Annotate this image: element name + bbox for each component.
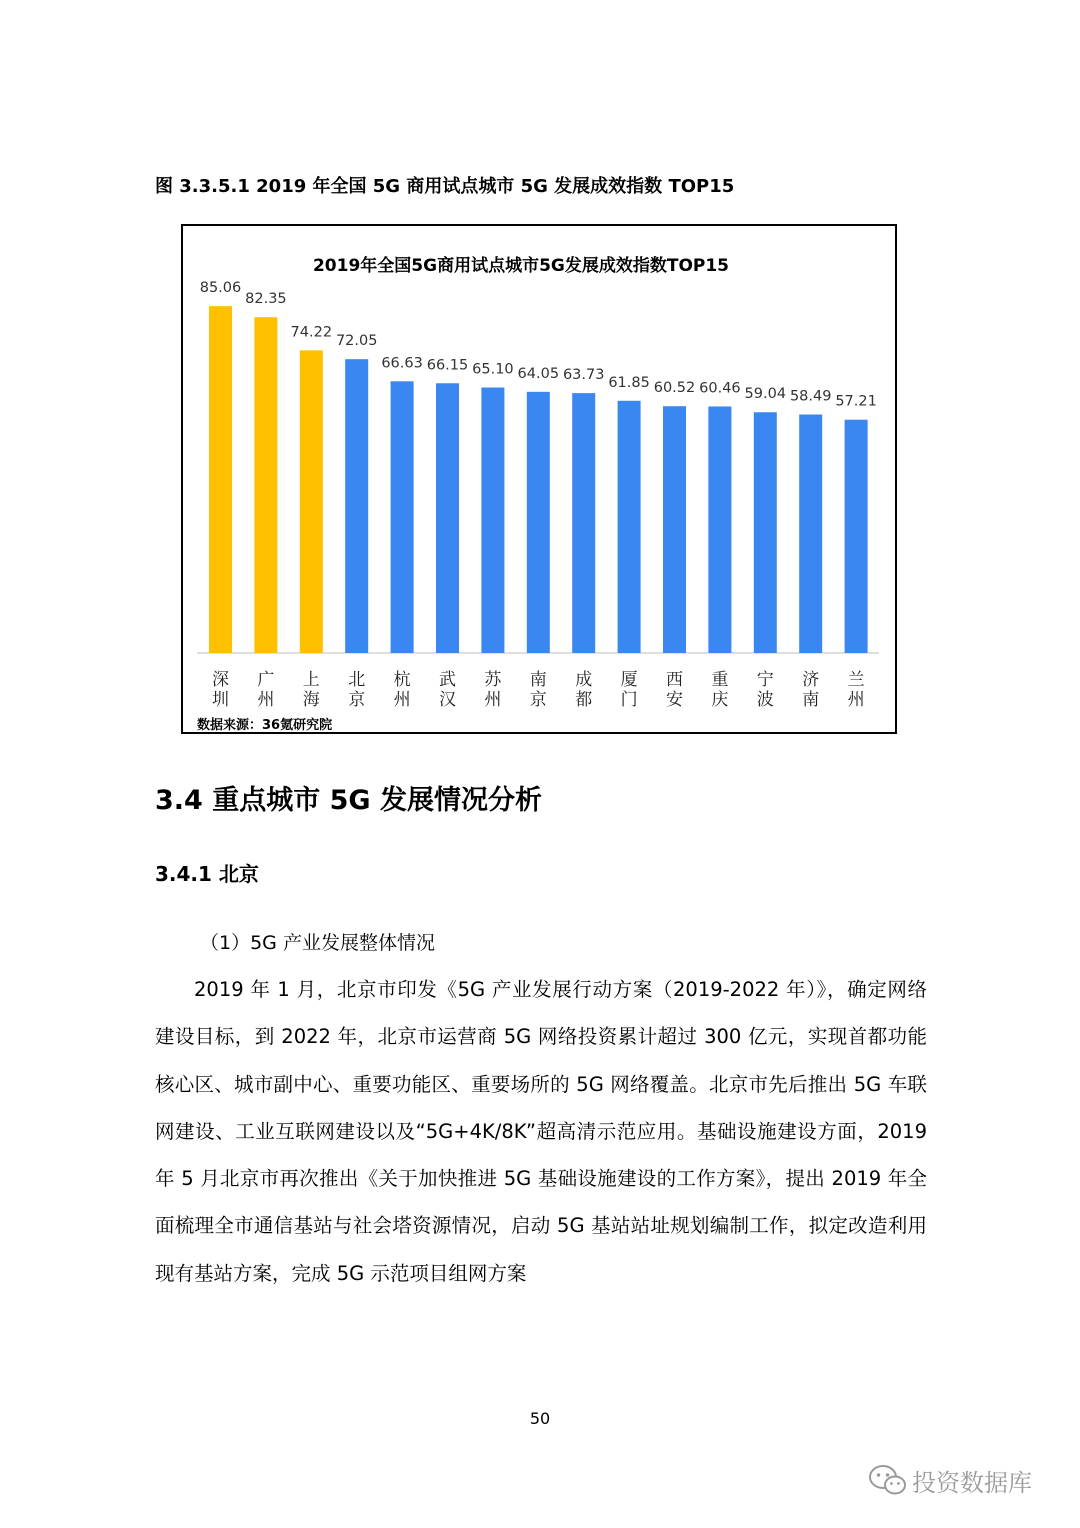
category-label: 广州 (257, 670, 275, 710)
bar-上海 (300, 350, 323, 653)
bar-chart-svg (183, 226, 895, 732)
bar-value-label: 82.35 (245, 291, 287, 308)
bar-value-label: 64.05 (517, 365, 560, 382)
bar-北京 (345, 359, 368, 653)
bar-value-label: 58.49 (789, 388, 832, 405)
bar-重庆 (708, 406, 731, 653)
bar-西安 (663, 406, 686, 653)
wechat-icon (868, 1463, 908, 1497)
category-label: 武汉 (439, 670, 456, 710)
bar-兰州 (845, 420, 868, 653)
page-number: 50 (529, 1409, 551, 1428)
bar-value-label: 72.05 (335, 333, 378, 350)
category-label: 苏州 (484, 670, 502, 710)
chart-title: 2019年全国5G商用试点城市5G发展成效指数TOP15 (312, 256, 730, 276)
figure-caption: 图 3.3.5.1 2019 年全国 5G 商用试点城市 5G 发展成效指数 TOP15 (155, 176, 735, 197)
bar-深圳 (209, 306, 232, 653)
category-label: 厦门 (620, 670, 638, 710)
bar-厦门 (618, 401, 641, 653)
bar-value-label: 61.85 (608, 374, 650, 391)
bar-杭州 (391, 381, 414, 653)
bar-value-label: 63.73 (562, 367, 605, 384)
bar-value-label: 74.22 (290, 324, 333, 341)
bar-chart (181, 224, 897, 734)
category-label: 北京 (348, 670, 366, 710)
bar-group (200, 280, 877, 710)
bar-value-label: 57.21 (835, 393, 877, 410)
bar-南京 (527, 392, 550, 653)
bar-济南 (799, 414, 822, 653)
bar-value-label: 59.04 (744, 386, 787, 403)
category-label: 重庆 (711, 670, 729, 710)
bar-value-label: 85.06 (199, 280, 242, 297)
subsection-title: 3.4.1 北京 (155, 862, 259, 886)
watermark-text: 投资数据库 (912, 1468, 1032, 1497)
bar-成都 (572, 393, 595, 653)
bar-苏州 (481, 388, 504, 653)
bar-value-label: 60.46 (699, 380, 741, 397)
category-label: 南京 (529, 670, 547, 710)
bar-value-label: 66.63 (381, 355, 423, 372)
data-source: 数据来源：36氪研究院 (197, 718, 333, 733)
category-label: 宁波 (756, 670, 774, 710)
category-label: 成都 (575, 670, 593, 710)
section-title: 3.4 重点城市 5G 发展情况分析 (155, 785, 542, 816)
category-label: 西安 (666, 670, 683, 710)
watermark (868, 1460, 1032, 1500)
category-label: 深圳 (212, 670, 229, 710)
bar-广州 (254, 317, 277, 653)
body-paragraph: 2019 年 1 月，北京市印发《5G 产业发展行动方案（2019-2022 年）》，确定网络建设目标，到 2022 年，北京市运营商 5G 网络投资累计超过 300 亿元，实现首都功能核心区、城市副中心、重要功能区、重要场所的 5G 网络覆盖。北京市先后推出 5G 车联网建设、工业互联网建设以及“5G+4K/8K”超高清示范应用。基础设施建设方面，2019 年 5 月北京市再次推出《关于加快推进 5G 基础设施建设的工作方案》，提出 2019 年全面梳理全市通信基站与社会塔资源情况，启动 5G 基站站址规划编制工作，拟定改造利用现有基站方案，完成 5G 示范项目组网方案 (155, 978, 927, 1285)
bar-value-label: 65.10 (472, 361, 514, 378)
bar-武汉 (436, 383, 459, 653)
category-label: 杭州 (393, 670, 411, 710)
bar-value-label: 66.15 (426, 357, 469, 374)
bar-value-label: 60.52 (653, 380, 696, 397)
category-label: 济南 (802, 670, 820, 710)
subheading: （1）5G 产业发展整体情况 (200, 932, 435, 954)
category-label: 上海 (302, 670, 320, 710)
bar-宁波 (754, 412, 777, 653)
category-label: 兰州 (847, 670, 865, 710)
